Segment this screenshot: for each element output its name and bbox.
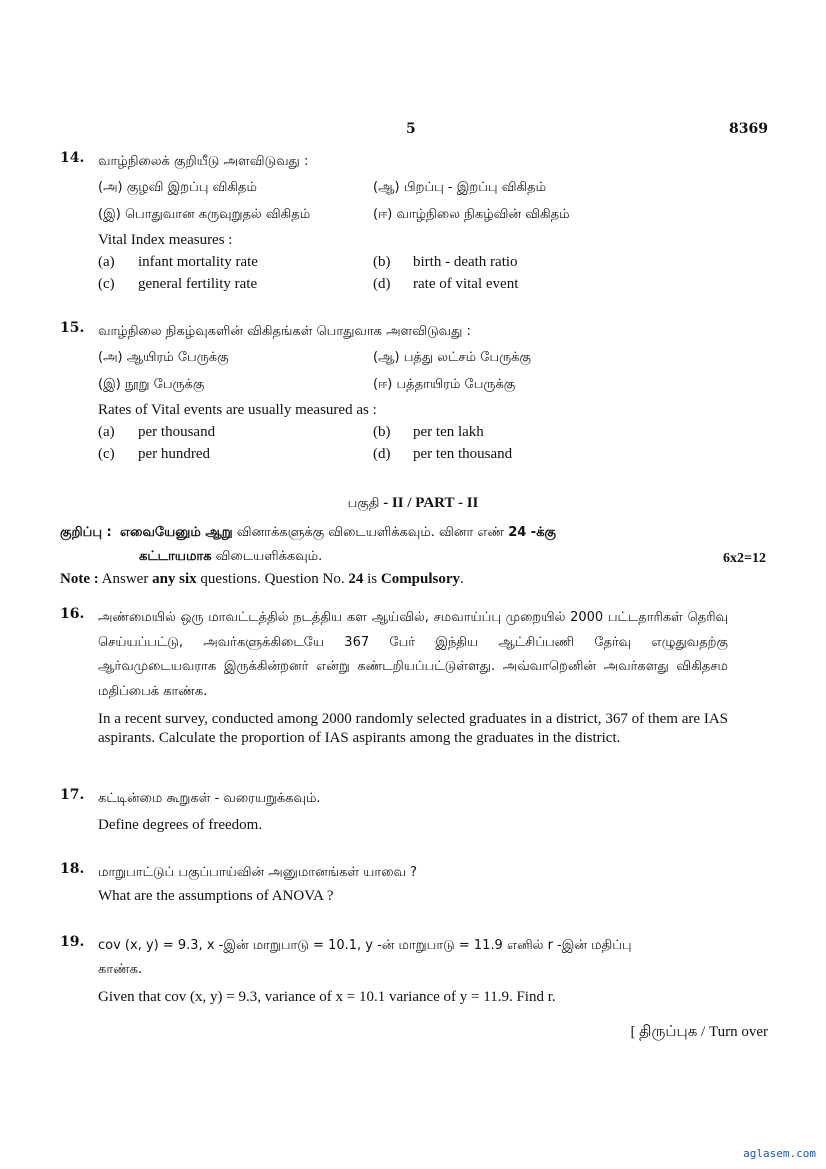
question-text-tamil-line2: காண்க. bbox=[98, 962, 143, 977]
question-text-english: Define degrees of freedom. bbox=[98, 817, 263, 833]
paper-code: 8369 bbox=[729, 121, 768, 137]
question-text-tamil: அண்மையில் ஒரு மாவட்டத்தில் நடத்திய கள ஆய்வில், சமவாய்ப்பு முறையில் 2000 பட்டதாரிகள் தெரிவு செய்யப்பட்டு, அவர்களுக்கிடையே 367 பேர் இந்திய ஆட்சிப்பணி தேர்வு எழுதுவதற்கு ஆர்வமுடையவராக இருக்கின்றனர் என்று கண்டறியப்பட்டுள்ளது. அவ்வாறெனின் அவர்களது விகிதசம மதிப்பைக் காண்க. bbox=[98, 610, 728, 699]
marks-label: 6x2=12 bbox=[723, 551, 766, 566]
note-english: Note : Answer any six questions. Question No. 24 is Compulsory. bbox=[60, 571, 464, 587]
option-a-en: (a) infant mortality rate bbox=[98, 254, 258, 270]
watermark: aglasem.com bbox=[743, 1147, 816, 1160]
page-header bbox=[0, 121, 826, 141]
question-text-tamil: கட்டின்மை கூறுகள் - வரையறுக்கவும். bbox=[98, 791, 321, 806]
option-c-ta: (இ) நூறு பேருக்கு bbox=[98, 377, 205, 392]
option-a-ta: (அ) ஆயிரம் பேருக்கு bbox=[98, 350, 229, 365]
question-text-tamil: வாழ்நிலைக் குறியீடு அளவிடுவது : bbox=[98, 154, 309, 169]
option-c-ta: (இ) பொதுவான கருவுறுதல் விகிதம் bbox=[98, 207, 311, 222]
turn-over-label: [ திருப்புக / Turn over bbox=[630, 1024, 768, 1040]
option-d-ta: (ஈ) வாழ்நிலை நிகழ்வின் விகிதம் bbox=[373, 207, 570, 222]
part-heading: பகுதி - II / PART - II bbox=[347, 495, 479, 511]
option-a-ta: (அ) குழவி இறப்பு விகிதம் bbox=[98, 180, 257, 195]
option-a-en: (a) per thousand bbox=[98, 424, 216, 440]
question-text-english: In a recent survey, conducted among 2000 randomly selected graduates in a district, 367 of them are IAS aspirants. Calculate the proportion of IAS aspirants among the graduates in the district. bbox=[98, 711, 728, 746]
option-b-en: (b) per ten lakh bbox=[373, 424, 484, 440]
question-number: 16. bbox=[60, 606, 85, 622]
option-d-en: (d) per ten thousand bbox=[373, 446, 513, 462]
question-text-tamil: வாழ்நிலை நிகழ்வுகளின் விகிதங்கள் பொதுவாக அளவிடுவது : bbox=[98, 324, 471, 339]
page-number: 5 bbox=[406, 121, 416, 137]
question-number: 15. bbox=[60, 320, 85, 336]
question-text-tamil: மாறுபாட்டுப் பகுப்பாய்வின் அனுமானங்கள் யாவை ? bbox=[98, 865, 417, 880]
question-number: 18. bbox=[60, 861, 85, 877]
option-c-en: (c) general fertility rate bbox=[98, 276, 258, 292]
option-b-en: (b) birth - death ratio bbox=[373, 254, 518, 270]
question-text-english: Vital Index measures : bbox=[98, 232, 233, 248]
option-c-en: (c) per hundred bbox=[98, 446, 211, 462]
option-d-ta: (ஈ) பத்தாயிரம் பேருக்கு bbox=[373, 377, 516, 392]
question-text-tamil-line1: cov (x, y) = 9.3, x -இன் மாறுபாடு = 10.1, y -ன் மாறுபாடு = 11.9 எனில் r -இன் மதிப்பு bbox=[98, 938, 632, 953]
note-tamil: குறிப்பு : எவையேனும் ஆறு வினாக்களுக்கு விடையளிக்கவும். வினா எண் 24 -க்கு கட்டாயமாக விடையளிக்கவும். bbox=[60, 525, 556, 564]
question-text-english: Rates of Vital events are usually measured as : bbox=[98, 402, 377, 418]
question-text-english: Given that cov (x, y) = 9.3, variance of x = 10.1 variance of y = 11.9. Find r. bbox=[98, 989, 556, 1005]
question-number: 19. bbox=[60, 934, 85, 950]
question-number: 17. bbox=[60, 787, 85, 803]
option-b-ta: (ஆ) பிறப்பு - இறப்பு விகிதம் bbox=[373, 180, 547, 195]
option-d-en: (d) rate of vital event bbox=[373, 276, 519, 292]
question-number: 14. bbox=[60, 150, 85, 166]
option-b-ta: (ஆ) பத்து லட்சம் பேருக்கு bbox=[373, 350, 531, 365]
question-text-english: What are the assumptions of ANOVA ? bbox=[98, 888, 334, 904]
